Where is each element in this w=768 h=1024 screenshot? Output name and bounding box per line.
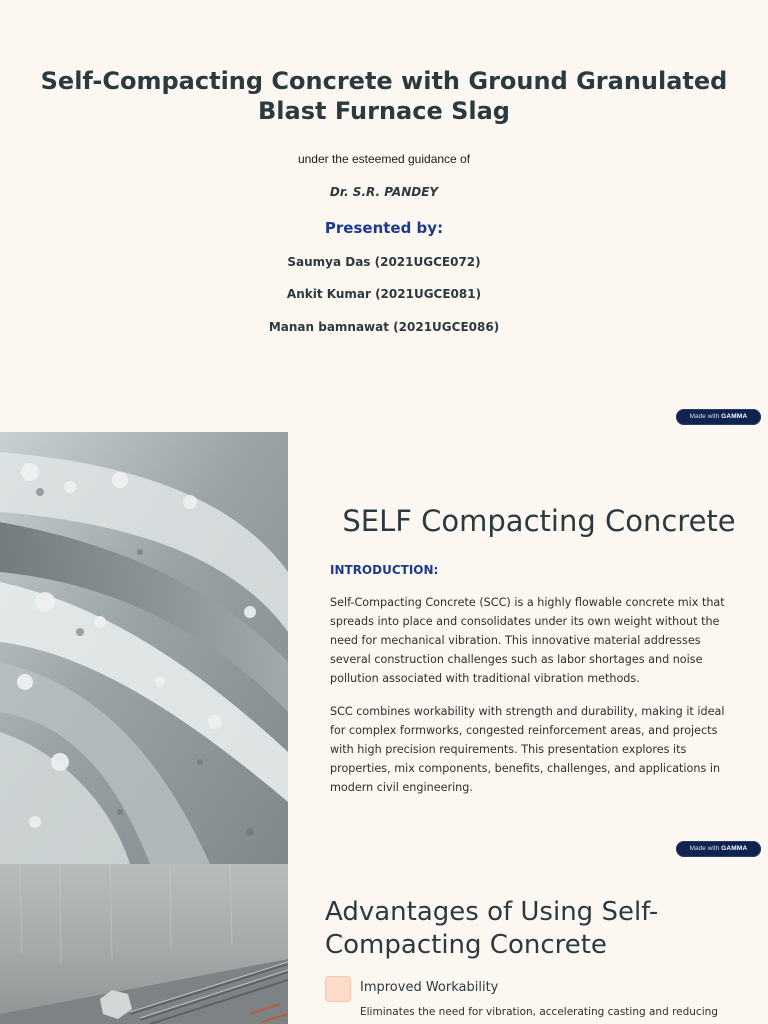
advantages-slide xyxy=(0,864,768,1024)
presentation-title: Self-Compacting Concrete with Ground Granulated Blast Furnace Slag xyxy=(40,67,728,125)
slide-title: SELF Compacting Concrete xyxy=(342,504,736,538)
made-with-gamma-badge xyxy=(676,409,761,425)
concrete-surface-image xyxy=(0,432,288,864)
concrete-wall-image xyxy=(0,864,288,1024)
introduction-slide xyxy=(0,432,768,864)
title-slide xyxy=(0,0,768,432)
badge-brand: GAMMA xyxy=(721,845,748,852)
slide-title: Advantages of Using Self-Compacting Concrete xyxy=(325,897,659,960)
presenter-name: Manan bamnawat (2021UGCE086) xyxy=(268,320,500,334)
introduction-heading: INTRODUCTION: xyxy=(330,563,439,577)
advantage-description: Eliminates the need for vibration, accelerating casting and reducing xyxy=(360,1006,718,1018)
guidance-text: under the esteemed guidance of xyxy=(297,152,471,166)
guide-name: Dr. S.R. PANDEY xyxy=(329,185,439,199)
presented-by-heading: Presented by: xyxy=(324,219,444,237)
made-with-gamma-badge xyxy=(676,841,761,857)
advantage-icon-box xyxy=(325,976,351,1002)
badge-brand: GAMMA xyxy=(721,413,748,420)
presenter-name: Ankit Kumar (2021UGCE081) xyxy=(286,287,482,301)
badge-prefix: Made with xyxy=(689,845,720,852)
paragraph: Self-Compacting Concrete (SCC) is a highly flowable concrete mix that spreads into place and consolidates under its own weight without the need for mechanical vibration. This innovative material addresses several construction challenges such as labor shortages and noise pollution associated with traditional vibration methods. xyxy=(330,596,725,685)
badge-prefix: Made with xyxy=(689,413,720,420)
paragraph: SCC combines workability with strength and durability, making it ideal for complex formworks, congested reinforcement areas, and projects with high precision requirements. This presentation explores its properties, mix components, benefits, challenges, and applications in modern civil engineering. xyxy=(330,705,725,794)
advantage-title: Improved Workability xyxy=(360,980,499,995)
presenter-name: Saumya Das (2021UGCE072) xyxy=(287,255,481,269)
